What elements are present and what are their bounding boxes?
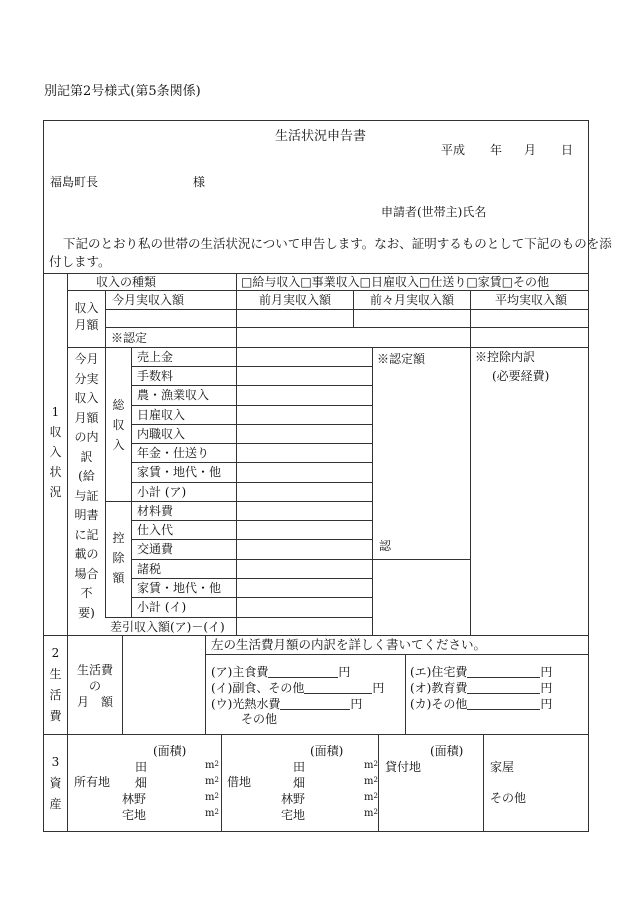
- deduct-item-rent: 家賃・地代・他: [137, 581, 222, 595]
- col-two-months-ago: 前々月実収入額: [370, 293, 455, 307]
- date-month: 月: [524, 143, 537, 157]
- certified-mark: 認: [379, 539, 392, 553]
- leased-land-label: 借地: [227, 775, 252, 789]
- cost-other-right: (カ)その他 円: [410, 697, 553, 711]
- col-last-month: 前月実収入額: [259, 293, 332, 307]
- cost-side-food: (イ)副食、その他 円: [211, 681, 385, 695]
- section2-label: 2 生 活 費: [49, 646, 62, 723]
- leased-unit-2: $m^2$: [364, 776, 378, 787]
- gross-subtotal: 小計 (ア): [137, 485, 187, 499]
- owned-unit-3: $m^2$: [205, 792, 219, 803]
- certified-amount: ※認定額: [377, 352, 426, 366]
- col-average: 平均実収入額: [495, 293, 568, 307]
- cost-other-left: その他: [241, 712, 278, 726]
- leased-area-header: (面積): [310, 744, 344, 758]
- gross-item-rent: 家賃・地代・他: [137, 465, 222, 479]
- living-cost-instruction: 左の生活費月額の内訳を詳しく書いてください。: [211, 637, 487, 652]
- living-cost-monthly: 生活費 の 月 額: [76, 663, 113, 709]
- deduct-item-purchase: 仕入代: [137, 523, 174, 537]
- section1-label: 1 収 入 状 況: [49, 405, 62, 499]
- net-income-label: 差引収入額(ア)－(イ): [110, 620, 225, 634]
- owned-unit-1: $m^2$: [205, 760, 219, 771]
- deduction-label: 控 除 額: [112, 531, 125, 585]
- deduction-detail: ※控除内訳: [475, 350, 536, 364]
- certified-label: ※認定: [111, 331, 148, 345]
- applicant-label: 申請者(世帯主)氏名: [381, 205, 487, 219]
- section3-label: 3 資 産: [49, 755, 62, 811]
- owned-land-label: 所有地: [74, 775, 111, 789]
- other-assets-label: その他: [490, 791, 527, 805]
- gross-item-pension: 年金・仕送り: [137, 446, 210, 460]
- date-era: 平成: [441, 143, 466, 157]
- addressee: 福島町長: [50, 175, 99, 189]
- leased-unit-1: $m^2$: [364, 760, 378, 771]
- intro-line-1: 下記のとおり私の世帯の生活状況について申告します。なお、証明するものとして下記のものを添: [63, 236, 612, 251]
- cost-education: (オ)教育費 円: [410, 681, 553, 695]
- house-label: 家屋: [490, 760, 515, 774]
- owned-field: 畑: [135, 776, 148, 790]
- leased-residential: 宅地: [281, 808, 306, 822]
- honorific: 様: [193, 175, 206, 189]
- lent-area-header: (面積): [430, 744, 464, 758]
- owned-area-header: (面積): [153, 744, 187, 758]
- intro-line-2: 付します。: [49, 254, 111, 269]
- cost-staple-food: (ア)主食費 円: [211, 665, 351, 679]
- monthly-income-label: 収入 月額: [74, 301, 99, 332]
- date-day: 日: [561, 143, 574, 157]
- income-type-label: 収入の種類: [96, 275, 157, 289]
- cost-utilities: (ウ)光熱水費 円: [211, 697, 363, 711]
- deduct-item-transport: 交通費: [137, 542, 174, 556]
- income-type-options: □給与収入□事業収入□日雇収入□仕送り□家賃□その他: [241, 275, 550, 289]
- deduct-subtotal: 小計 (イ): [137, 600, 187, 614]
- document-title: 生活状況申告書: [275, 129, 367, 144]
- owned-unit-4: $m^2$: [205, 808, 219, 819]
- gross-item-sales: 売上金: [137, 350, 174, 364]
- leased-unit-3: $m^2$: [364, 792, 378, 803]
- gross-item-agri: 農・漁業収入: [137, 388, 210, 402]
- gross-income-label: 総 収 入: [112, 398, 125, 452]
- leased-paddy: 田: [293, 760, 306, 774]
- deduct-item-taxes: 諸税: [137, 562, 162, 576]
- leased-forest: 林野: [281, 792, 306, 806]
- owned-unit-2: $m^2$: [205, 776, 219, 787]
- leased-field: 畑: [293, 776, 306, 790]
- lent-land-label: 貸付地: [385, 760, 422, 774]
- leased-unit-4: $m^2$: [364, 808, 378, 819]
- owned-residential: 宅地: [122, 808, 147, 822]
- owned-forest: 林野: [122, 792, 147, 806]
- deduct-item-materials: 材料費: [137, 504, 174, 518]
- gross-item-homework: 内職収入: [137, 427, 186, 441]
- owned-paddy: 田: [135, 760, 148, 774]
- gross-item-dayjob: 日雇収入: [137, 408, 186, 422]
- cost-housing: (エ)住宅費 円: [410, 665, 553, 679]
- col-this-month: 今月実収入額: [112, 293, 185, 307]
- form-id: 別記第2号様式(第5条関係): [44, 84, 201, 99]
- date-year: 年: [490, 143, 503, 157]
- breakdown-label: 今月 分実 収入 月額 の内 訳 (給 与証 明書 に記 載の 場合 不 要): [74, 352, 99, 620]
- gross-item-fees: 手数料: [137, 369, 174, 383]
- necessary-expenses: (必要経費): [492, 369, 550, 383]
